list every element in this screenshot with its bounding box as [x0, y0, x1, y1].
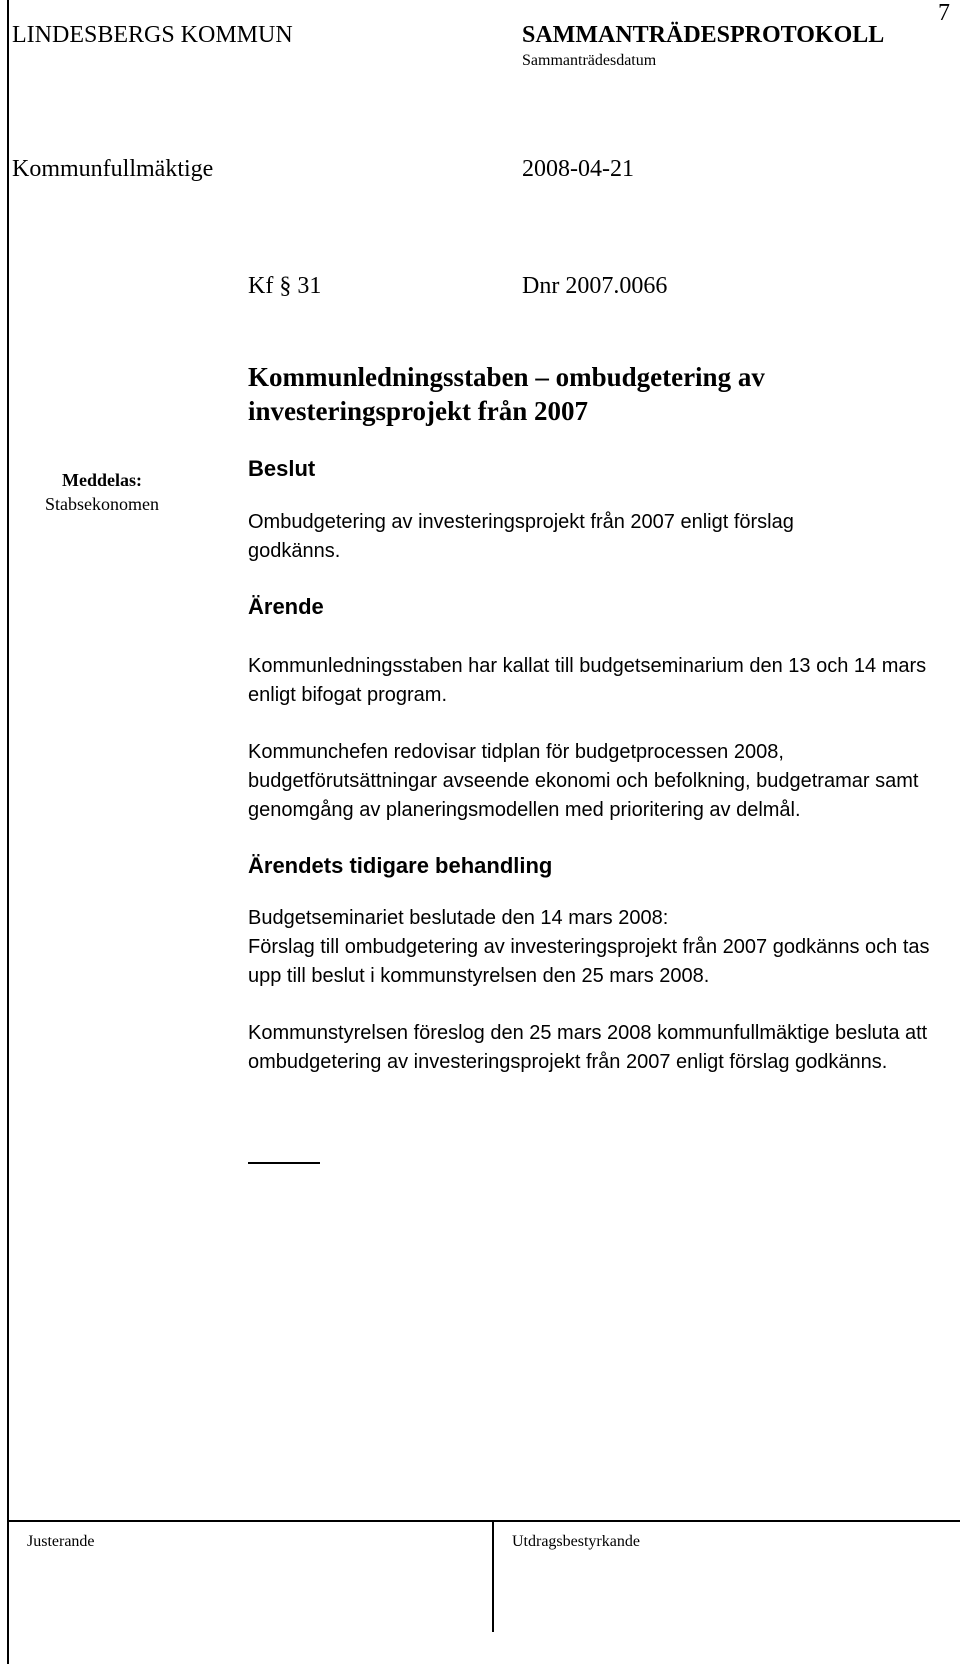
page-title: Kommunledningsstaben – ombudgetering av investeringsprojekt från 2007 — [248, 362, 765, 426]
date-label: Sammanträdesdatum — [522, 52, 657, 69]
tidigare-line-2: Förslag till ombudgetering av investeringsprojekt från 2007 godkänns och tas upp till beslut i kommunstyrelsen den 25 mars 2008. — [248, 936, 930, 987]
section-heading-arende: Ärende — [248, 594, 324, 619]
document-type: SAMMANTRÄDESPROTOKOLL — [522, 22, 885, 48]
beslut-text: Ombudgetering av investeringsprojekt från 2007 enligt förslag godkänns. — [248, 511, 794, 562]
footer-justerande: Justerande — [27, 1533, 95, 1550]
page-number: 7 — [938, 0, 950, 26]
arende-paragraph-2: Kommunchefen redovisar tidplan för budgetprocessen 2008, budgetförutsättningar avseende ekonomi och befolkning, budgetramar samt genomgång av planeringsmodellen med prioritering av delmål. — [248, 741, 919, 821]
end-rule — [248, 1162, 320, 1164]
section-heading-tidigare: Ärendets tidigare behandling — [248, 853, 553, 878]
tidigare-paragraph-1 — [248, 904, 960, 991]
footer-divider-line — [7, 1520, 960, 1522]
left-margin-line — [7, 0, 9, 1664]
paragraph-number: Kf § 31 — [248, 273, 322, 299]
footer-utdragsbestyrkande: Utdragsbestyrkande — [512, 1533, 640, 1550]
meeting-date: 2008-04-21 — [522, 156, 634, 182]
footer-column-divider — [492, 1520, 494, 1632]
tidigare-paragraph-2: Kommunstyrelsen föreslog den 25 mars 2008 kommunfullmäktige besluta att ombudgetering av investeringsprojekt från 2007 enligt förslag godkänns. — [248, 1022, 928, 1073]
arende-paragraph-1: Kommunledningsstaben har kallat till budgetseminarium den 13 och 14 mars enligt bifogat program. — [248, 655, 927, 706]
tidigare-line-1: Budgetseminariet beslutade den 14 mars 2008: — [248, 907, 669, 929]
notify-recipient: Stabsekonomen — [45, 494, 159, 514]
notify-block — [27, 468, 177, 516]
decision-body: Kommunfullmäktige — [12, 156, 214, 182]
case-number: Dnr 2007.0066 — [522, 273, 668, 299]
notify-label: Meddelas: — [62, 470, 142, 490]
section-heading-beslut: Beslut — [248, 456, 316, 481]
organization-name: LINDESBERGS KOMMUN — [12, 22, 293, 48]
